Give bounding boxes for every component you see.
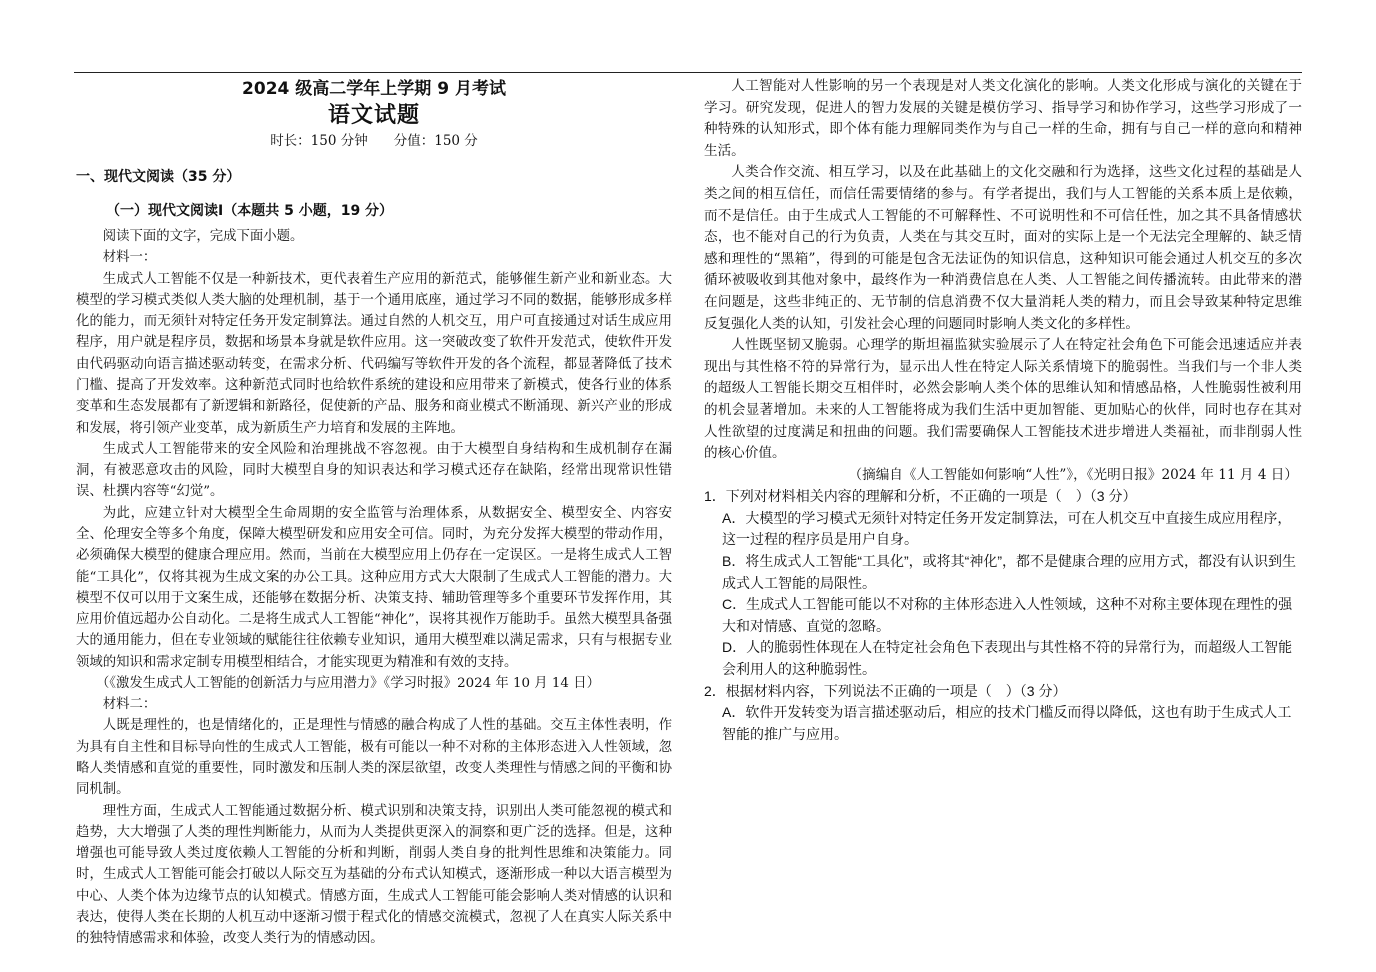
question-1-option-d: D．人的脆弱性体现在人在特定社会角色下表现出与其性格不符的异常行为，而超级人工智能会利用人的这种脆弱性。 xyxy=(722,639,1293,678)
material1-source: （《激发生成式人工智能的创新活力与应用潜力》《学习时报》2024 年 10 月 14 日） xyxy=(96,675,600,691)
material2-label: 材料二： xyxy=(102,697,157,713)
question-1 xyxy=(704,486,1302,680)
question-1-stem: 1．下列对材料相关内容的理解和分析，不正确的一项是（ ）（3 分） xyxy=(704,488,1137,505)
exam-meta xyxy=(76,130,672,152)
subject-title: 语文试题 xyxy=(327,103,420,128)
header-rule xyxy=(74,72,1302,73)
score-text: 分值：150 分 xyxy=(393,133,478,149)
question-1-option-c: C．生成式人工智能可能以不对称的主体形态进入人性领域，这种不对称主要体现在理性的强大和对情感、直觉的忽略。 xyxy=(722,596,1293,634)
material2-paragraph-4: 人类合作交流、相互学习，以及在此基础上的文化交融和行为选择，这些文化过程的基础是人类之间的相互信任，而信任需要情绪的参与。有学者提出，我们与人工智能的关系本质上是依赖，而不是信任。由于生成式人工智能的不可解释性、不可说明性和不可信任性，加之其不具备情感状态，也不能对自己的行为负责，人类在与其交互时，面对的实际上是一个无法完全理解的、缺乏情感和理性的“黑箱”，得到的可能是包含无法证伪的知识信息，这种知识可能会通过人机交互的多次循环被吸收到其他对象中，最终作为一种消费信息在人类、人工智能之间传播流转。由此带来的潜在问题是，这些非纯正的、无节制的信息消费不仅大量消耗人类的精力，而且会导致某种特定思维反复强化人类的认知，引发社会心理的问题同时影响人类文化的多样性。 xyxy=(704,164,1302,332)
material1-paragraph-2: 生成式人工智能带来的安全风险和治理挑战不容忽视。由于大模型自身结构和生成机制存在漏洞，有被恶意攻击的风险，同时大模型自身的知识表达和学习模式还存在缺陷，经常出现常识性错误、杜撰内容等“幻觉”。 xyxy=(76,441,672,500)
material2-paragraph-2a xyxy=(76,801,672,950)
material2-paragraph-3: 人工智能对人性影响的另一个表现是对人类文化演化的影响。人类文化形成与演化的关键在于学习。研究发现，促进人的智力发展的关键是模仿学习、指导学习和协作学习，这些学习形成了一种特殊的认知形式，即个体有能力理解同类作为与自己一样的生命，拥有与自己一样的意向和精神生活。 xyxy=(704,78,1302,159)
material2-paragraph-1: 人既是理性的，也是情绪化的，正是理性与情感的融合构成了人性的基础。交互主体性表明，作为具有自主性和目标导向性的生成式人工智能，极有可能以一种不对称的主体形态进入人性领域，忽略人类情感和直觉的重要性，同时激发和压制人类的深层欲望，改变人类理性与情感之间的平衡和协同机制。 xyxy=(76,718,672,798)
material2-paragraph-5: 人性既坚韧又脆弱。心理学的斯坦福监狱实验展示了人在特定社会角色下可能会迅速适应并表现出与其性格不符的异常行为，显示出人性在特定人际关系情境下的脆弱性。当我们与一个非人类的超级人工智能长期交互相伴时，必然会影响人类个体的思维认知和情感品格，人性脆弱性被利用的机会显著增加。未来的人工智能将成为我们生活中更加智能、更加贴心的伙伴，同时也存在其对人性欲望的过度满足和扭曲的问题。我们需要确保人工智能技术进步增进人类福祉，而非削弱人性的核心价值。 xyxy=(704,337,1302,462)
instruction-text: 阅读下面的文字，完成下面小题。 xyxy=(102,229,304,244)
duration-text: 时长：150 分钟 xyxy=(270,133,368,149)
question-2-stem: 2．根据材料内容，下列说法不正确的一项是（ ）（3 分） xyxy=(704,682,1067,699)
left-column xyxy=(76,76,672,950)
question-2-option-a: A．软件开发转变为语言描述驱动后，相应的技术门槛反而得以降低，这也有助于生成式人工智能的推广与应用。 xyxy=(722,704,1292,742)
question-1-option-b: B．将生成式人工智能“工具化”，或将其“神化”，都不是健康合理的应用方式，都没有认识到生成式人工智能的局限性。 xyxy=(722,553,1296,591)
exam-title: 2024 级高二学年上学期 9 月考试 xyxy=(242,79,506,99)
material1-label: 材料一： xyxy=(102,250,157,266)
question-2 xyxy=(704,681,1302,746)
question-1-option-a: A．大模型的学习模式无须针对特定任务开发定制算法，可在人机交互中直接生成应用程序，这一过程的程序员是用户自身。 xyxy=(722,509,1292,548)
material2-source: （摘编自《人工智能如何影响“人性”》，《光明日报》2024 年 11 月 4 日） xyxy=(848,466,1298,483)
section-heading: 一、现代文阅读（35 分） xyxy=(76,169,241,185)
material1-paragraph-1: 生成式人工智能不仅是一种新技术，更代表着生产应用的新范式，能够催生新产业和新业态。大模型的学习模式类似人类大脑的处理机制，基于一个通用底座，通过学习不同的数据，能够形成多样化的能力，而无须针对特定任务开发定制算法。通过自然的人机交互，用户可直接通过对话生成应用程序，用户就是程序员，数据和场景本身就是软件应用。这一突破改变了软件开发范式，使软件开发由代码驱动向语言描述驱动转变，在需求分析、代码编写等软件开发的各个流程，都显著降低了技术门槛、提高了开发效率。这种新范式同时也给软件系统的建设和应用带来了新模式，使各行业的体系变革和生态发展都有了新逻辑和新路径，促使新的产品、服务和商业模式不断涌现、新兴产业的形成和发展，将引领产业变革，成为新质生产力培育和发展的主阵地。 xyxy=(76,271,672,436)
right-column xyxy=(704,76,1302,745)
part-heading: （一）现代文阅读Ⅰ（本题共 5 小题，19 分） xyxy=(106,203,394,219)
material2-paragraph-2: 理性方面，生成式人工智能通过数据分析、模式识别和决策支持，识别出人类可能忽视的模式和趋势，大大增强了人类的理性判断能力，从而为人类提供更深入的洞察和更广泛的选择。但是，这种增强也可能导致人类过度依赖人工智能的分析和判断，削弱人类自身的批判性思维和决策能力。同时，生成式人工智能可能会打破以人际交互为基础的分布式认知模式，逐渐形成一种以大语言模型为中心、人类个体为边缘节点的认知模式。情感方面，生成式人工智能可能会影响人类对情感的认识和表达，使得人类在长期的人机互动中逐渐习惯于程式化的情感交流模式，忽视了人在真实人际关系中的独特情感需求和体验，改变人类行为的情感动因。 xyxy=(76,803,672,947)
material1-paragraph-3: 为此，应建立针对大模型全生命周期的安全监管与治理体系，从数据安全、模型安全、内容安全、伦理安全等多个角度，保障大模型研发和应用安全可信。同时，为充分发挥大模型的带动作用，必须确保大模型的健康合理应用。然而，当前在大模型应用上仍存在一定误区。一是将生成式人工智能“工具化”，仅将其视为生成文案的办公工具。这种应用方式大大限制了生成式人工智能的潜力。大模型不仅可以用于文案生成，还能够在数据分析、决策支持、辅助管理等多个重要环节发挥作用，其应用价值远超办公自动化。二是将生成式人工智能“神化”，误将其视作万能助手。虽然大模型具备强大的通用能力，但在专业领域的赋能往往依赖专业知识，通用大模型难以满足需求，只有与根据专业领域的知识和需求定制专用模型相结合，才能实现更为精准和有效的支持。 xyxy=(76,505,672,670)
